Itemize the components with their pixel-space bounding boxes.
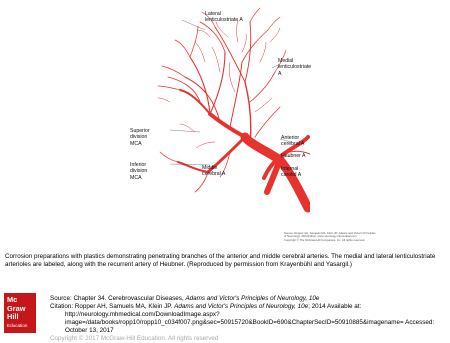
vessel-drawing xyxy=(150,2,310,242)
logo-line: Graw xyxy=(7,303,26,313)
book-title: Adams and Victor's Principles of Neurology, 10e xyxy=(185,295,320,302)
copyright-notice: Copyright © 2017 McGraw-Hill Education. All rights reserved xyxy=(50,335,219,342)
logo-line: Mc xyxy=(7,295,18,304)
figure-source-credit: Source: Ropper AH, Samuels MA, Klein JP: Adams and Victor's Principles of Neurology, 10th Edition: www.neurology.mhmedical.com Copyright © The McGraw-Hill Companies, Inc. All rights reserved. xyxy=(284,231,376,242)
citation-suffix: ; 2014 Available at: xyxy=(308,303,362,310)
citation-url-link[interactable]: http://neurology.mhmedical.com/DownloadImage.aspx?image=/data/books/ropp10/ropp10_c034f007.png&sec=50915720&BookID=690&ChapterSecID=50910885&imagename= Accessed: October 13, 2017 xyxy=(65,311,435,334)
citation-line xyxy=(50,303,446,311)
citation-prefix: Citation: Ropper AH, Samuels MA, Klein JP. xyxy=(50,303,175,310)
label-internal-carotid: Internal carotid A xyxy=(281,166,302,179)
label-superior-division: Superior division MCA xyxy=(130,128,150,147)
logo-line: Education xyxy=(7,322,28,328)
label-lateral-lenticulostriate: Lateral lenticulostriate A xyxy=(205,11,243,24)
logo-line: Hill xyxy=(7,312,19,322)
figure-caption: Corrosion preparations with plastics demonstrating penetrating branches of the anterior and middle cerebral arteries. The medial and lateral lenticulostriate arterioles are labeled, along with the recurrent artery of Heubner. (Reproduced by permission from Krayenbühl and Yasargil.) xyxy=(5,253,436,268)
label-anterior-cerebral: Anterior cerebral A xyxy=(281,135,305,148)
book-title: Adams and Victor's Principles of Neurology, 10e xyxy=(174,303,309,310)
label-inferior-division: Inferior division MCA xyxy=(130,162,148,181)
source-prefix: Source: Chapter 34. Cerebrovascular Diseases, xyxy=(50,295,186,302)
mcgraw-hill-logo xyxy=(4,293,36,333)
label-heubner: Heubner A xyxy=(281,153,306,159)
citation-url-line xyxy=(50,311,446,335)
label-middle-cerebral: Middle cerebral A xyxy=(202,165,226,178)
source-citation xyxy=(50,295,446,343)
arterial-diagram xyxy=(130,2,312,242)
source-line xyxy=(50,295,446,303)
label-medial-lenticulostriate: Medial lenticulostriate A xyxy=(278,58,312,77)
